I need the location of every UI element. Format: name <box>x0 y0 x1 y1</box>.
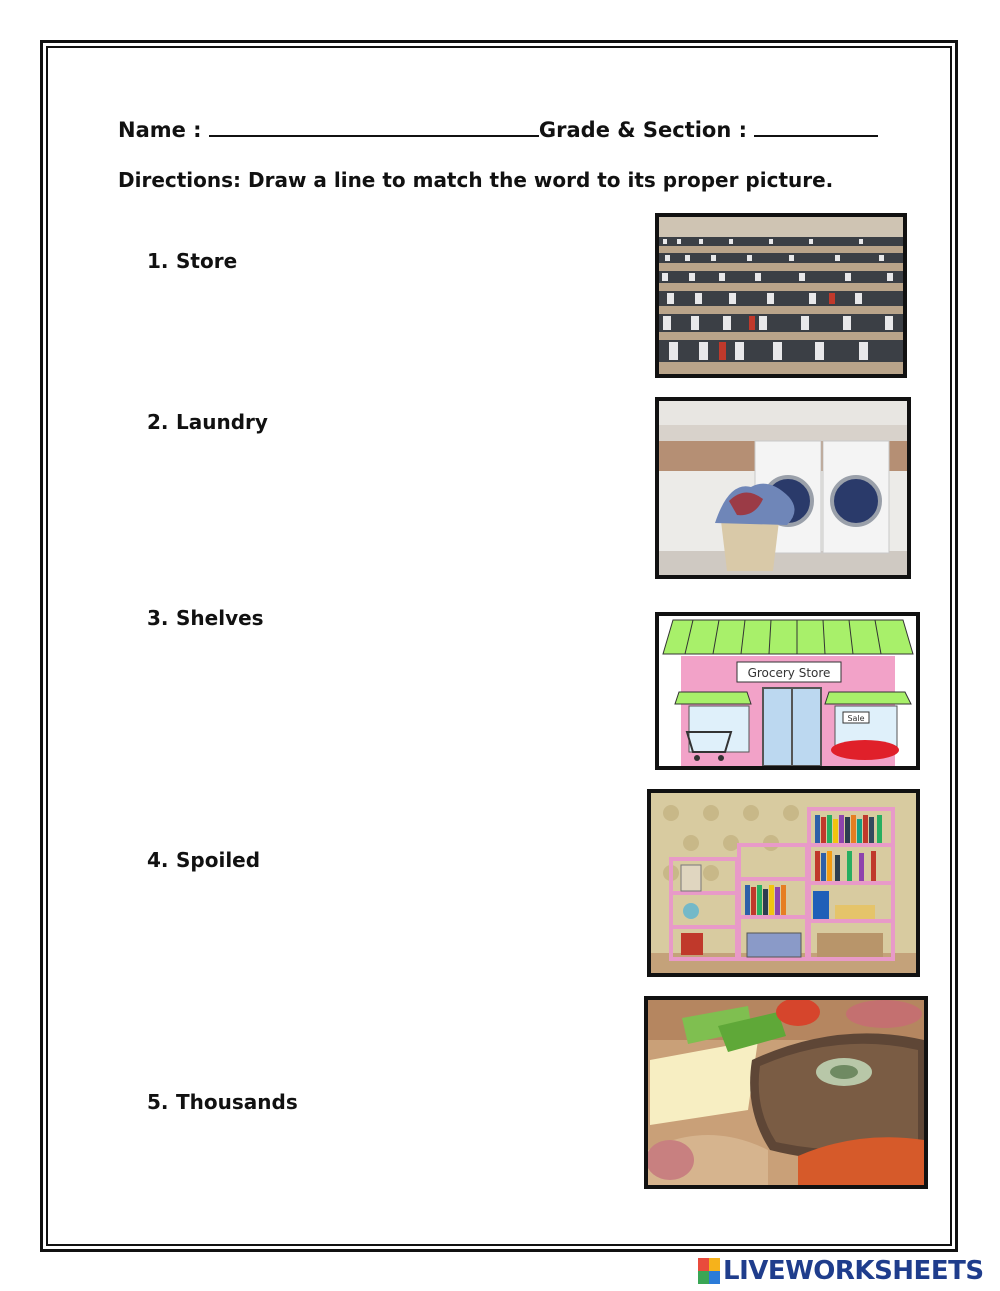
item-number: 2. <box>147 410 169 434</box>
item-number: 4. <box>147 848 169 872</box>
item-word: Store <box>176 249 238 273</box>
grade-section-blank[interactable] <box>754 131 878 137</box>
match-word-2[interactable] <box>147 410 268 434</box>
bookshelves-picture[interactable] <box>647 789 920 977</box>
name-blank[interactable] <box>209 131 539 137</box>
header-fields <box>118 118 878 142</box>
match-word-3[interactable] <box>147 606 264 630</box>
laundry-machines-picture[interactable] <box>655 397 911 579</box>
name-label: Name : <box>118 118 202 142</box>
liveworksheets-logo-text: LIVEWORKSHEETS <box>723 1256 984 1286</box>
match-word-4[interactable] <box>147 848 260 872</box>
item-word: Shelves <box>176 606 264 630</box>
grocery-store-picture[interactable] <box>655 612 920 770</box>
grade-section-label: Grade & Section : <box>538 118 748 142</box>
liveworksheets-logo <box>698 1256 984 1286</box>
item-word: Thousands <box>176 1090 298 1114</box>
item-word: Laundry <box>176 410 268 434</box>
item-number: 3. <box>147 606 169 630</box>
parking-lot-cars-picture[interactable] <box>655 213 907 378</box>
moldy-bread-picture[interactable] <box>644 996 928 1189</box>
item-word: Spoiled <box>176 848 261 872</box>
grocery-store-sign: Grocery Store <box>747 666 831 680</box>
match-word-5[interactable] <box>147 1090 298 1114</box>
sale-sign: Sale <box>847 714 865 723</box>
match-word-1[interactable] <box>147 249 237 273</box>
directions-text: Directions: Draw a line to match the word to its proper picture. <box>118 168 834 192</box>
liveworksheets-logo-icon <box>698 1258 720 1284</box>
item-number: 5. <box>147 1090 169 1114</box>
item-number: 1. <box>147 249 169 273</box>
